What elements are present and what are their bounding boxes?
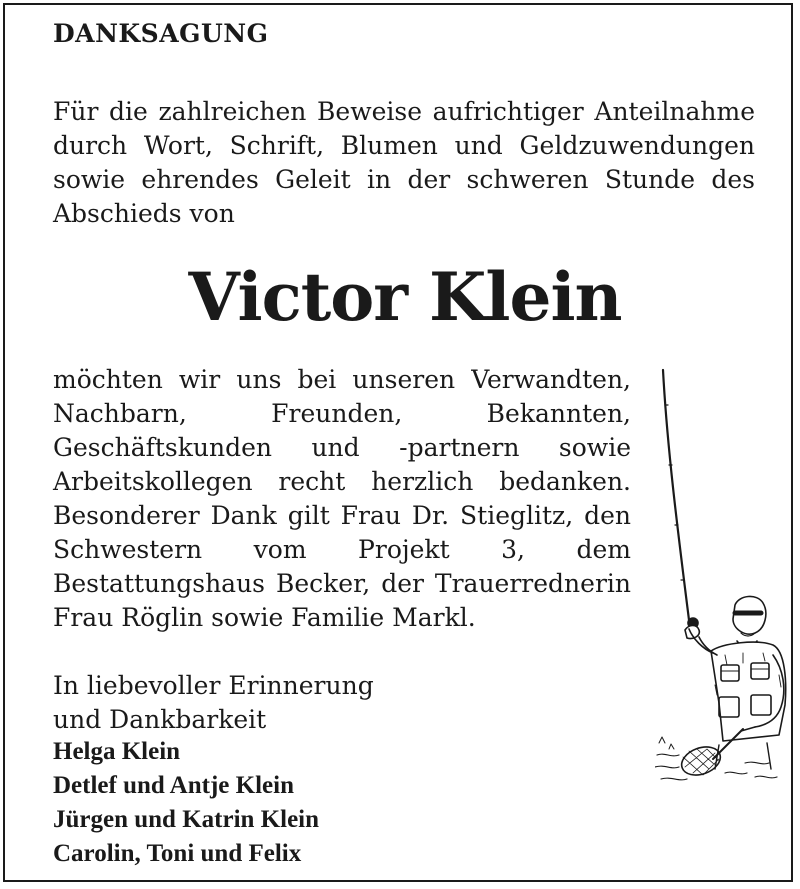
signatory: Carolin, Toni und Felix: [53, 840, 302, 867]
closing-text: [53, 669, 503, 737]
intro-paragraph: Für die zahlreichen Beweise aufrichtiger Anteilnahme durch Wort, Schrift, Blumen und Geldzuwendungen sowie ehrendes Geleit in der schweren Stunde des Abschieds von: [53, 97, 755, 228]
heading: DANKSAGUNG: [53, 19, 269, 48]
obituary-card: [3, 3, 793, 882]
closing-line-1: In liebevoller Erinnerung: [53, 671, 374, 700]
closing-line-2: und Dankbarkeit: [53, 705, 267, 734]
signatory: Helga Klein: [53, 738, 181, 765]
angler-fisherman-icon: [655, 365, 790, 785]
signatory: Jürgen und Katrin Klein: [53, 806, 320, 833]
thanks-paragraph: möchten wir uns bei unseren Verwandten, Nachbarn, Freunden, Bekannten, Geschäftskunden und -partnern sowie Arbeitskollegen recht herzlich bedanken. Besonderer Dank gilt Frau Dr. Stieglitz, den Schwestern vom Projekt 3, dem Bestattungshaus Becker, der Trauerrednerin Frau Röglin sowie Familie Markl.: [53, 365, 631, 632]
signatory: Detlef und Antje Klein: [53, 772, 294, 799]
deceased-name: Victor Klein: [188, 258, 622, 336]
